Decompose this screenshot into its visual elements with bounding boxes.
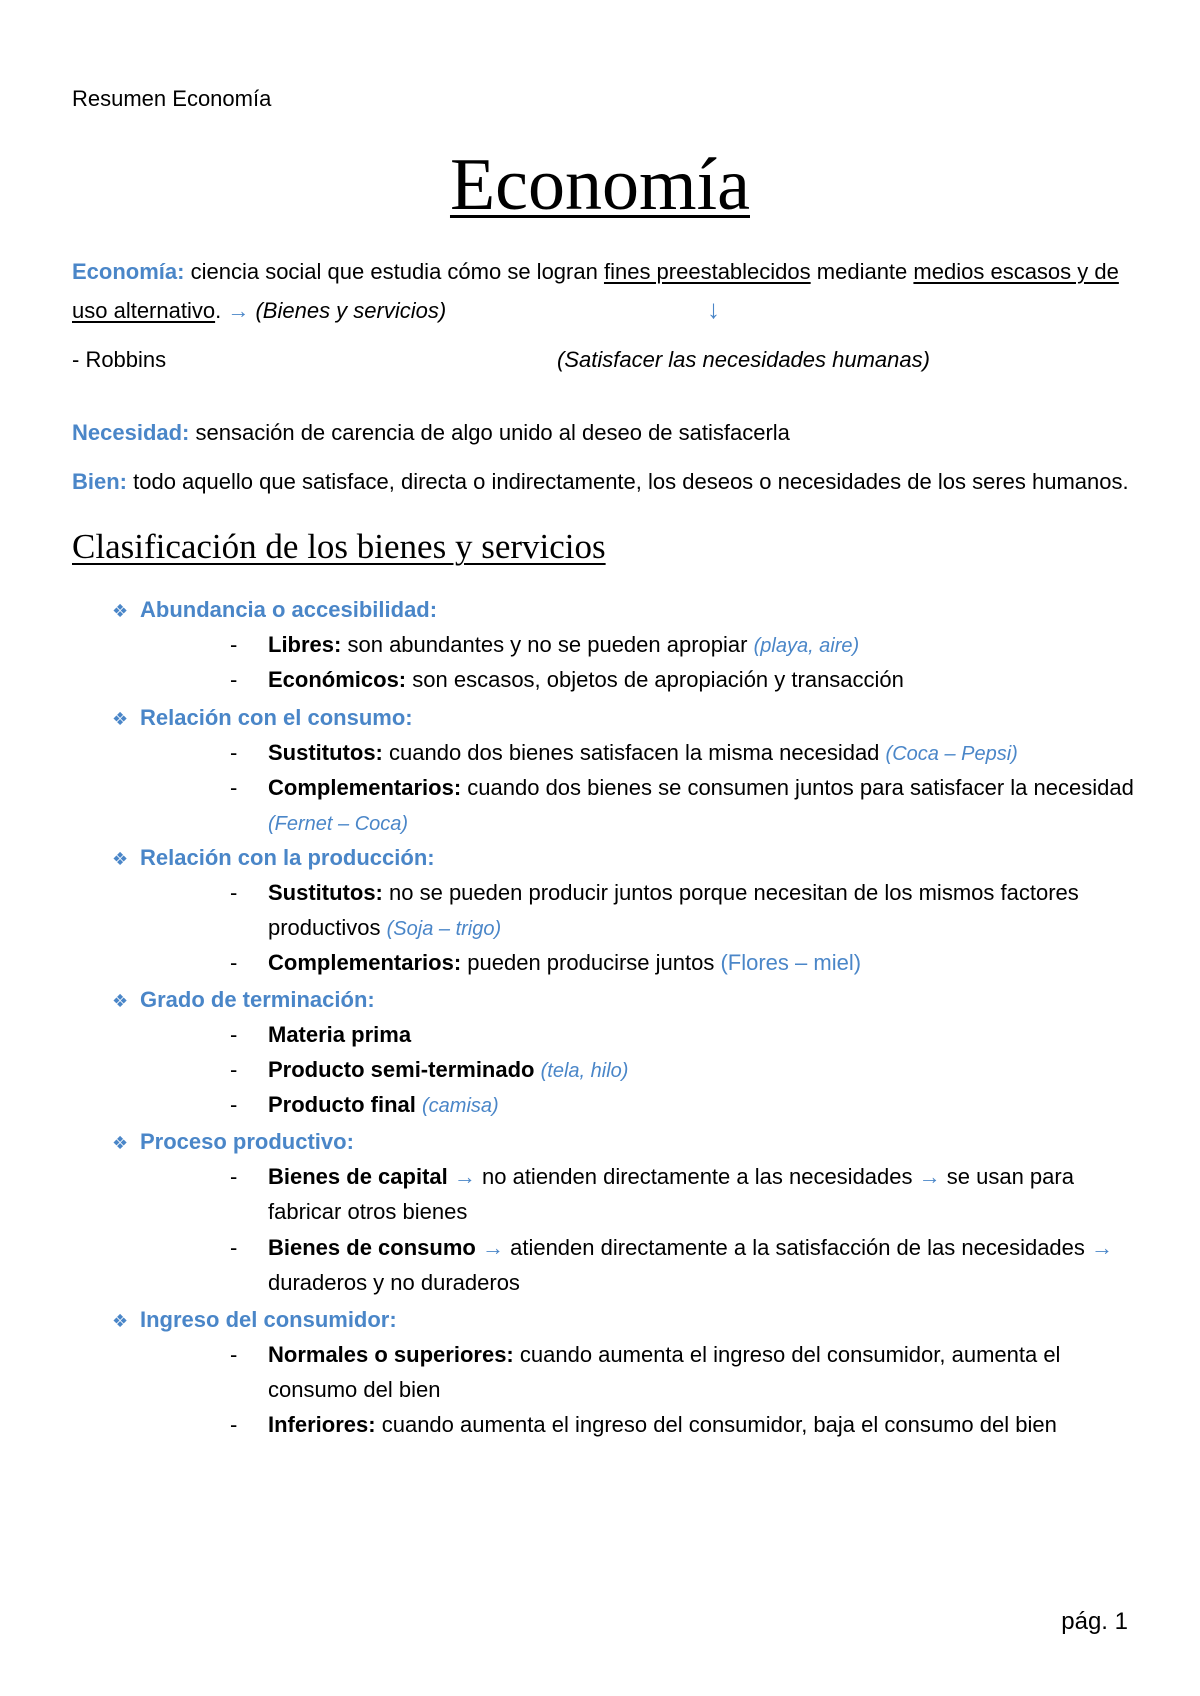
satisfacer-note: (Satisfacer las necesidades humanas): [557, 347, 930, 372]
bien-label: Bien:: [72, 469, 127, 494]
document-title: Economía: [449, 144, 750, 226]
diamond-bullet-icon: ❖: [112, 991, 129, 1011]
item-semi-terminado: - Producto semi-terminado (tela, hilo): [230, 1057, 629, 1082]
item-inferiores: - Inferiores: cuando aumenta el ingreso del consumidor, baja el consumo del bien: [230, 1412, 1057, 1437]
section-title: Clasificación de los bienes y servicios: [72, 527, 606, 566]
diamond-bullet-icon: ❖: [112, 709, 129, 729]
item-normales: - Normales o superiores: cuando aumenta el ingreso del consumidor, aumenta el: [230, 1342, 1061, 1367]
item-bienes-consumo: - Bienes de consumo → atienden directamente a la satisfacción de las necesidades →: [230, 1235, 1114, 1260]
category-consumo: ❖ Relación con el consumo:: [112, 703, 413, 734]
economia-definition-line2: uso alternativo. → (Bienes y servicios): [72, 298, 447, 323]
item-complementarios-consumo-example: (Fernet – Coca): [268, 813, 409, 835]
necesidad-label: Necesidad:: [72, 420, 190, 445]
item-sustitutos-consumo: - Sustitutos: cuando dos bienes satisfacen la misma necesidad (Coca – Pepsi): [230, 740, 1018, 765]
page-number: pág. 1: [1061, 1608, 1128, 1635]
category-proceso: ❖ Proceso productivo:: [112, 1127, 354, 1158]
category-grado: ❖ Grado de terminación:: [112, 985, 375, 1016]
robbins-author: - Robbins: [72, 347, 167, 372]
item-complementarios-produccion: - Complementarios: pueden producirse juntos (Flores – miel): [230, 950, 862, 975]
item-bienes-capital: - Bienes de capital → no atienden directamente a las necesidades → se usan para: [230, 1164, 1074, 1189]
item-producto-final: - Producto final (camisa): [230, 1092, 499, 1117]
item-sustitutos-produccion: - Sustitutos: no se pueden producir juntos porque necesitan de los mismos factores: [230, 880, 1079, 905]
economia-definition-line1: [72, 257, 1119, 287]
diamond-bullet-icon: ❖: [112, 849, 129, 869]
fines-preestablecidos: fines preestablecidos: [603, 259, 811, 284]
item-bienes-capital-cont: fabricar otros bienes: [268, 1199, 468, 1224]
uso-alternativo: uso alternativo: [72, 298, 216, 323]
right-arrow-icon: →: [227, 298, 250, 323]
medios-escasos: medios escasos y de: [913, 259, 1119, 284]
bienes-servicios-note: (Bienes y servicios): [255, 298, 447, 323]
economia-text1: ciencia social que estudia cómo se logran: [190, 259, 598, 284]
category-abundancia: ❖ Abundancia o accesibilidad:: [112, 595, 437, 626]
necesidad-definition: [72, 418, 790, 448]
diamond-bullet-icon: ❖: [112, 1311, 129, 1331]
necesidad-text: sensación de carencia de algo unido al deseo de satisfacerla: [195, 420, 790, 445]
item-complementarios-consumo: - Complementarios: cuando dos bienes se consumen juntos para satisfacer la necesidad: [230, 775, 1134, 800]
item-bienes-consumo-cont: duraderos y no duraderos: [268, 1270, 520, 1295]
diamond-bullet-icon: ❖: [112, 601, 129, 621]
economia-text2: mediante: [816, 259, 908, 284]
diamond-bullet-icon: ❖: [112, 1133, 129, 1153]
right-arrow-icon: →: [918, 1164, 941, 1189]
page-header: Resumen Economía: [72, 86, 272, 111]
item-materia-prima: - Materia prima: [230, 1022, 412, 1047]
item-economicos: - Económicos: son escasos, objetos de apropiación y transacción: [230, 667, 904, 692]
right-arrow-icon: →: [453, 1164, 476, 1189]
item-normales-cont: consumo del bien: [268, 1377, 441, 1402]
category-ingreso: ❖ Ingreso del consumidor:: [112, 1305, 397, 1336]
bien-definition: [72, 467, 1129, 497]
category-produccion: ❖ Relación con la producción:: [112, 843, 435, 874]
right-arrow-icon: →: [1091, 1235, 1114, 1260]
item-sustitutos-produccion-cont: productivos (Soja – trigo): [268, 915, 502, 940]
right-arrow-icon: →: [481, 1235, 504, 1260]
bien-text: todo aquello que satisface, directa o indirectamente, los deseos o necesidades de los seres humanos.: [133, 469, 1129, 494]
economia-label: Economía:: [72, 259, 185, 284]
item-libres: - Libres: son abundantes y no se pueden apropiar (playa, aire): [230, 632, 860, 657]
down-arrow-icon: ↓: [707, 294, 720, 324]
